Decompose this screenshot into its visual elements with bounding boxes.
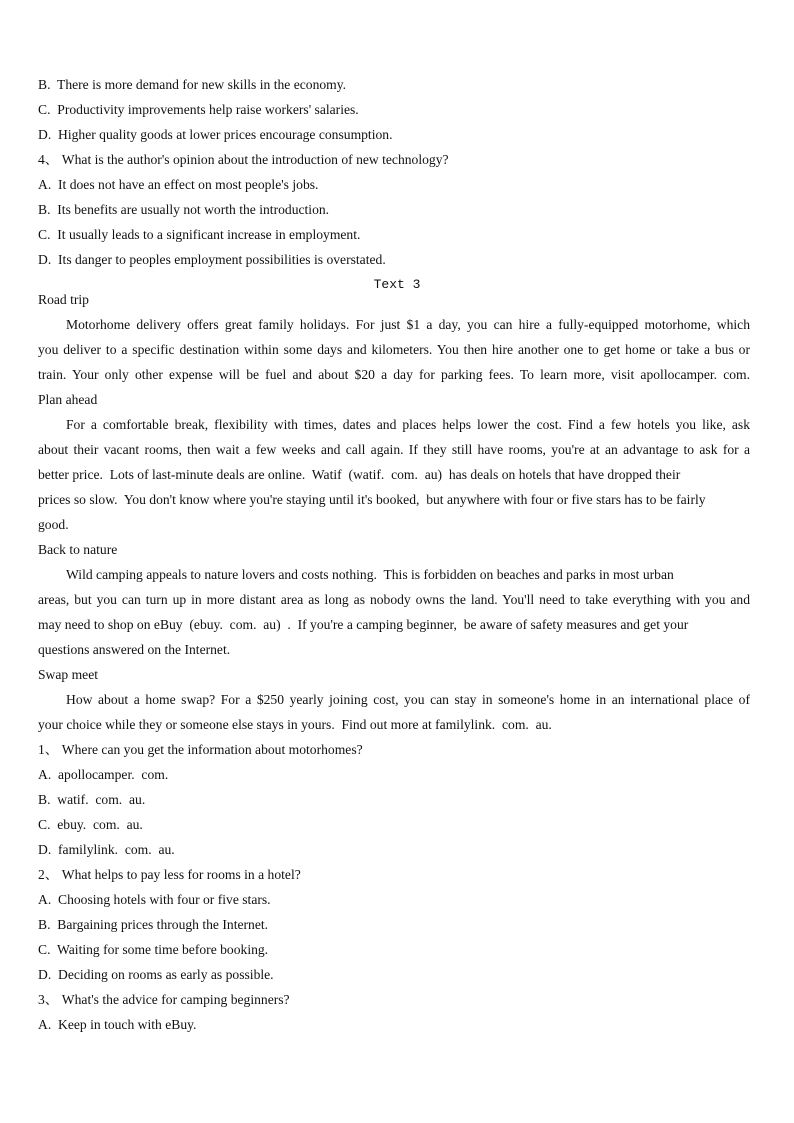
answer-option: A. apollocamper. com. <box>38 767 169 782</box>
paragraph-line: Wild camping appeals to nature lovers and costs nothing. This is forbidden on beaches and parks in most urban <box>66 567 674 582</box>
section-heading: Swap meet <box>38 667 99 682</box>
paragraph-line: train. Your only other expense will be fuel and about $20 a day for parking fees. To learn more, visit apollocamper. com. <box>38 367 750 382</box>
paragraph-line: your choice while they or someone else stays in yours. Find out more at familylink. com. au. <box>38 717 552 732</box>
section-heading: Road trip <box>38 292 89 307</box>
section-title: Text 3 <box>373 277 421 292</box>
paragraph-line: prices so slow. You don't know where you're staying until it's booked, but anywhere with four or five stars has to be fairly <box>38 492 706 507</box>
question-text: 1、 Where can you get the information about motorhomes? <box>38 742 363 757</box>
section-heading: Back to nature <box>38 542 118 557</box>
answer-option: C. ebuy. com. au. <box>38 817 143 832</box>
answer-option: C. Waiting for some time before booking. <box>38 942 269 957</box>
answer-option: D. Its danger to peoples employment possibilities is overstated. <box>38 252 386 267</box>
paragraph-line: questions answered on the Internet. <box>38 642 231 657</box>
answer-option: C. Productivity improvements help raise workers' salaries. <box>38 102 359 117</box>
question-text: 2、 What helps to pay less for rooms in a hotel? <box>38 867 301 882</box>
paragraph-line: Motorhome delivery offers great family holidays. For just $1 a day, you can hire a fully-equipped motorhome, which <box>66 317 750 332</box>
answer-option: B. There is more demand for new skills in the economy. <box>38 77 347 92</box>
paragraph-line: How about a home swap? For a $250 yearly joining cost, you can stay in someone's home in an international place of <box>66 692 750 707</box>
question-text: 4、 What is the author's opinion about the introduction of new technology? <box>38 152 449 167</box>
section-heading: Plan ahead <box>38 392 98 407</box>
answer-option: B. watif. com. au. <box>38 792 146 807</box>
paragraph-line: better price. Lots of last-minute deals are online. Watif (watif. com. au) has deals on hotels that have dropped their <box>38 467 681 482</box>
answer-option: B. Its benefits are usually not worth the introduction. <box>38 202 330 217</box>
paragraph-line: areas, but you can turn up in more distant area as long as nobody owns the land. You'll need to take everything with you and <box>38 592 750 607</box>
answer-option: A. Keep in touch with eBuy. <box>38 1017 197 1032</box>
answer-option: D. Deciding on rooms as early as possible. <box>38 967 274 982</box>
answer-option: C. It usually leads to a significant increase in employment. <box>38 227 361 242</box>
paragraph-line: you deliver to a specific destination within some days and kilometers. You then hire another one to get home or take a bus or <box>38 342 750 357</box>
answer-option: D. Higher quality goods at lower prices encourage consumption. <box>38 127 393 142</box>
paragraph-line: good. <box>38 517 69 532</box>
answer-option: A. It does not have an effect on most people's jobs. <box>38 177 319 192</box>
answer-option: B. Bargaining prices through the Internet. <box>38 917 269 932</box>
question-text: 3、 What's the advice for camping beginners? <box>38 992 290 1007</box>
paragraph-line: may need to shop on eBuy (ebuy. com. au) . If you're a camping beginner, be aware of safety measures and get your <box>38 617 689 632</box>
paragraph-line: For a comfortable break, flexibility with times, dates and places helps lower the cost. Find a few hotels you like, ask <box>66 417 750 432</box>
answer-option: D. familylink. com. au. <box>38 842 175 857</box>
paragraph-line: about their vacant rooms, then wait a few weeks and call again. If they still have rooms, you're at an advantage to ask for a <box>38 442 750 457</box>
answer-option: A. Choosing hotels with four or five stars. <box>38 892 271 907</box>
